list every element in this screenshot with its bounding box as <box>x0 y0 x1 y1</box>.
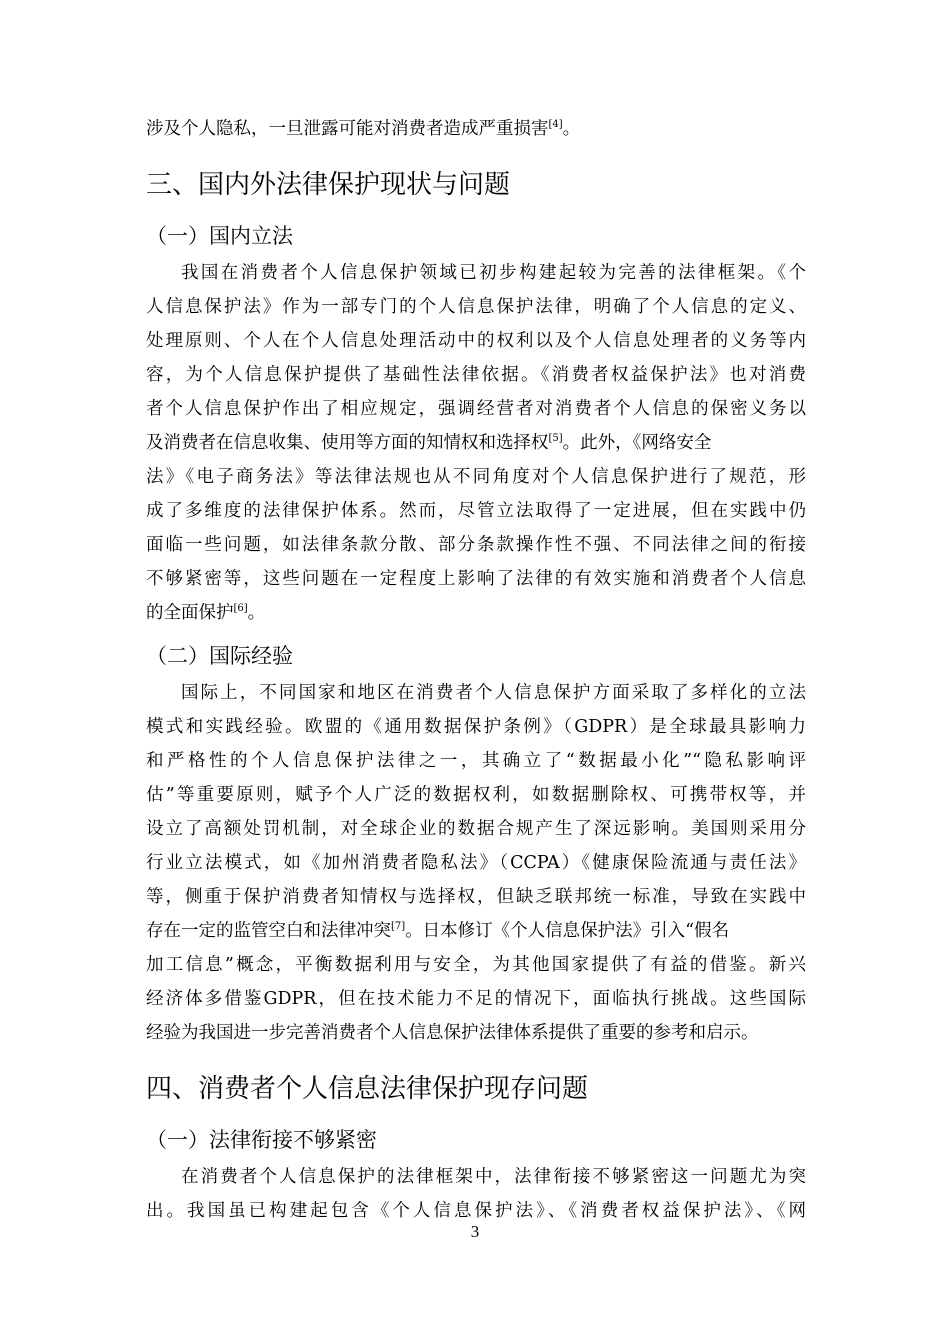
paragraph-line: 及消费者在信息收集、使用等方面的知情权和选择权[5]。此外，《网络安全 <box>146 433 712 453</box>
paragraph-line: 估”等重要原则，赋予个人广泛的数据权利，如数据删除权、可携带权等，并 <box>146 785 806 805</box>
paragraph-line: 模式和实践经验。欧盟的《通用数据保护条例》（GDPR）是全球最具影响力 <box>146 717 806 737</box>
paragraph-line: 行业立法模式，如《加州消费者隐私法》（CCPA）《健康保险流通与责任法》 <box>146 853 806 873</box>
paragraph-line: 容，为个人信息保护提供了基础性法律依据。《消费者权益保护法》也对消费 <box>146 365 806 385</box>
paragraph <box>146 1160 806 1228</box>
paragraph-line: 出。我国虽已构建起包含《个人信息保护法》、《消费者权益保护法》、《网 <box>146 1201 806 1221</box>
paragraph-line: 和严格性的个人信息保护法律之一，其确立了“数据最小化”“隐私影响评 <box>146 751 806 771</box>
page-number: 3 <box>470 1222 480 1241</box>
paragraph-line: 我国在消费者个人信息保护领域已初步构建起较为完善的法律框架。《个 <box>181 263 806 283</box>
paragraph-line: 经济体多借鉴GDPR，但在技术能力不足的情况下，面临执行挑战。这些国际 <box>146 989 806 1009</box>
subsection-heading: （一）法律衔接不够紧密 <box>146 1128 377 1152</box>
paragraph-line: 的全面保护[6]。 <box>146 603 266 623</box>
subsection-heading: （一）国内立法 <box>146 224 293 248</box>
paragraph-line: 存在一定的监管空白和法律冲突[7]。日本修订《个人信息保护法》引入“假名 <box>146 921 730 941</box>
document-body <box>146 112 806 1228</box>
citation-ref: [6] <box>233 603 248 615</box>
citation-ref: [5] <box>548 433 563 445</box>
paragraph-line: 面临一些问题，如法律条款分散、部分条款操作性不强、不同法律之间的衔接 <box>146 535 806 555</box>
paragraph <box>146 256 806 630</box>
citation-ref: [7] <box>391 921 406 933</box>
paragraph-line: 处理原则、个人在个人信息处理活动中的权利以及个人信息处理者的义务等内 <box>146 331 806 351</box>
paragraph-line: 涉及个人隐私，一旦泄露可能对消费者造成严重损害[4]。 <box>146 119 581 139</box>
subsection-heading: （二）国际经验 <box>146 644 293 668</box>
section-heading: 四、消费者个人信息法律保护现存问题 <box>146 1074 589 1104</box>
paragraph-line: 不够紧密等，这些问题在一定程度上影响了法律的有效实施和消费者个人信息 <box>146 569 806 589</box>
paragraph-line: 成了多维度的法律保护体系。然而，尽管立法取得了一定进展，但在实践中仍 <box>146 501 806 521</box>
paragraph-line: 设立了高额处罚机制，对全球企业的数据合规产生了深远影响。美国则采用分 <box>146 819 806 839</box>
paragraph-line: 加工信息”概念，平衡数据利用与安全，为其他国家提供了有益的借鉴。新兴 <box>146 955 806 975</box>
paragraph-line: 等，侧重于保护消费者知情权与选择权，但缺乏联邦统一标准，导致在实践中 <box>146 887 806 907</box>
citation-ref: [4] <box>548 119 563 131</box>
paragraph-line: 在消费者个人信息保护的法律框架中，法律衔接不够紧密这一问题尤为突 <box>181 1167 806 1187</box>
paragraph-line: 国际上，不同国家和地区在消费者个人信息保护方面采取了多样化的立法 <box>181 683 806 703</box>
paragraph-line: 人信息保护法》作为一部专门的个人信息保护法律，明确了个人信息的定义、 <box>146 297 806 317</box>
paragraph-line: 法》《电子商务法》等法律法规也从不同角度对个人信息保护进行了规范，形 <box>146 467 806 487</box>
paragraph-line: 者个人信息保护作出了相应规定，强调经营者对消费者个人信息的保密义务以 <box>146 399 806 419</box>
paragraph <box>146 676 806 1050</box>
paragraph-line: 经验为我国进一步完善消费者个人信息保护法律体系提供了重要的参考和启示。 <box>146 1023 759 1043</box>
section-heading: 三、国内外法律保护现状与问题 <box>146 170 511 200</box>
